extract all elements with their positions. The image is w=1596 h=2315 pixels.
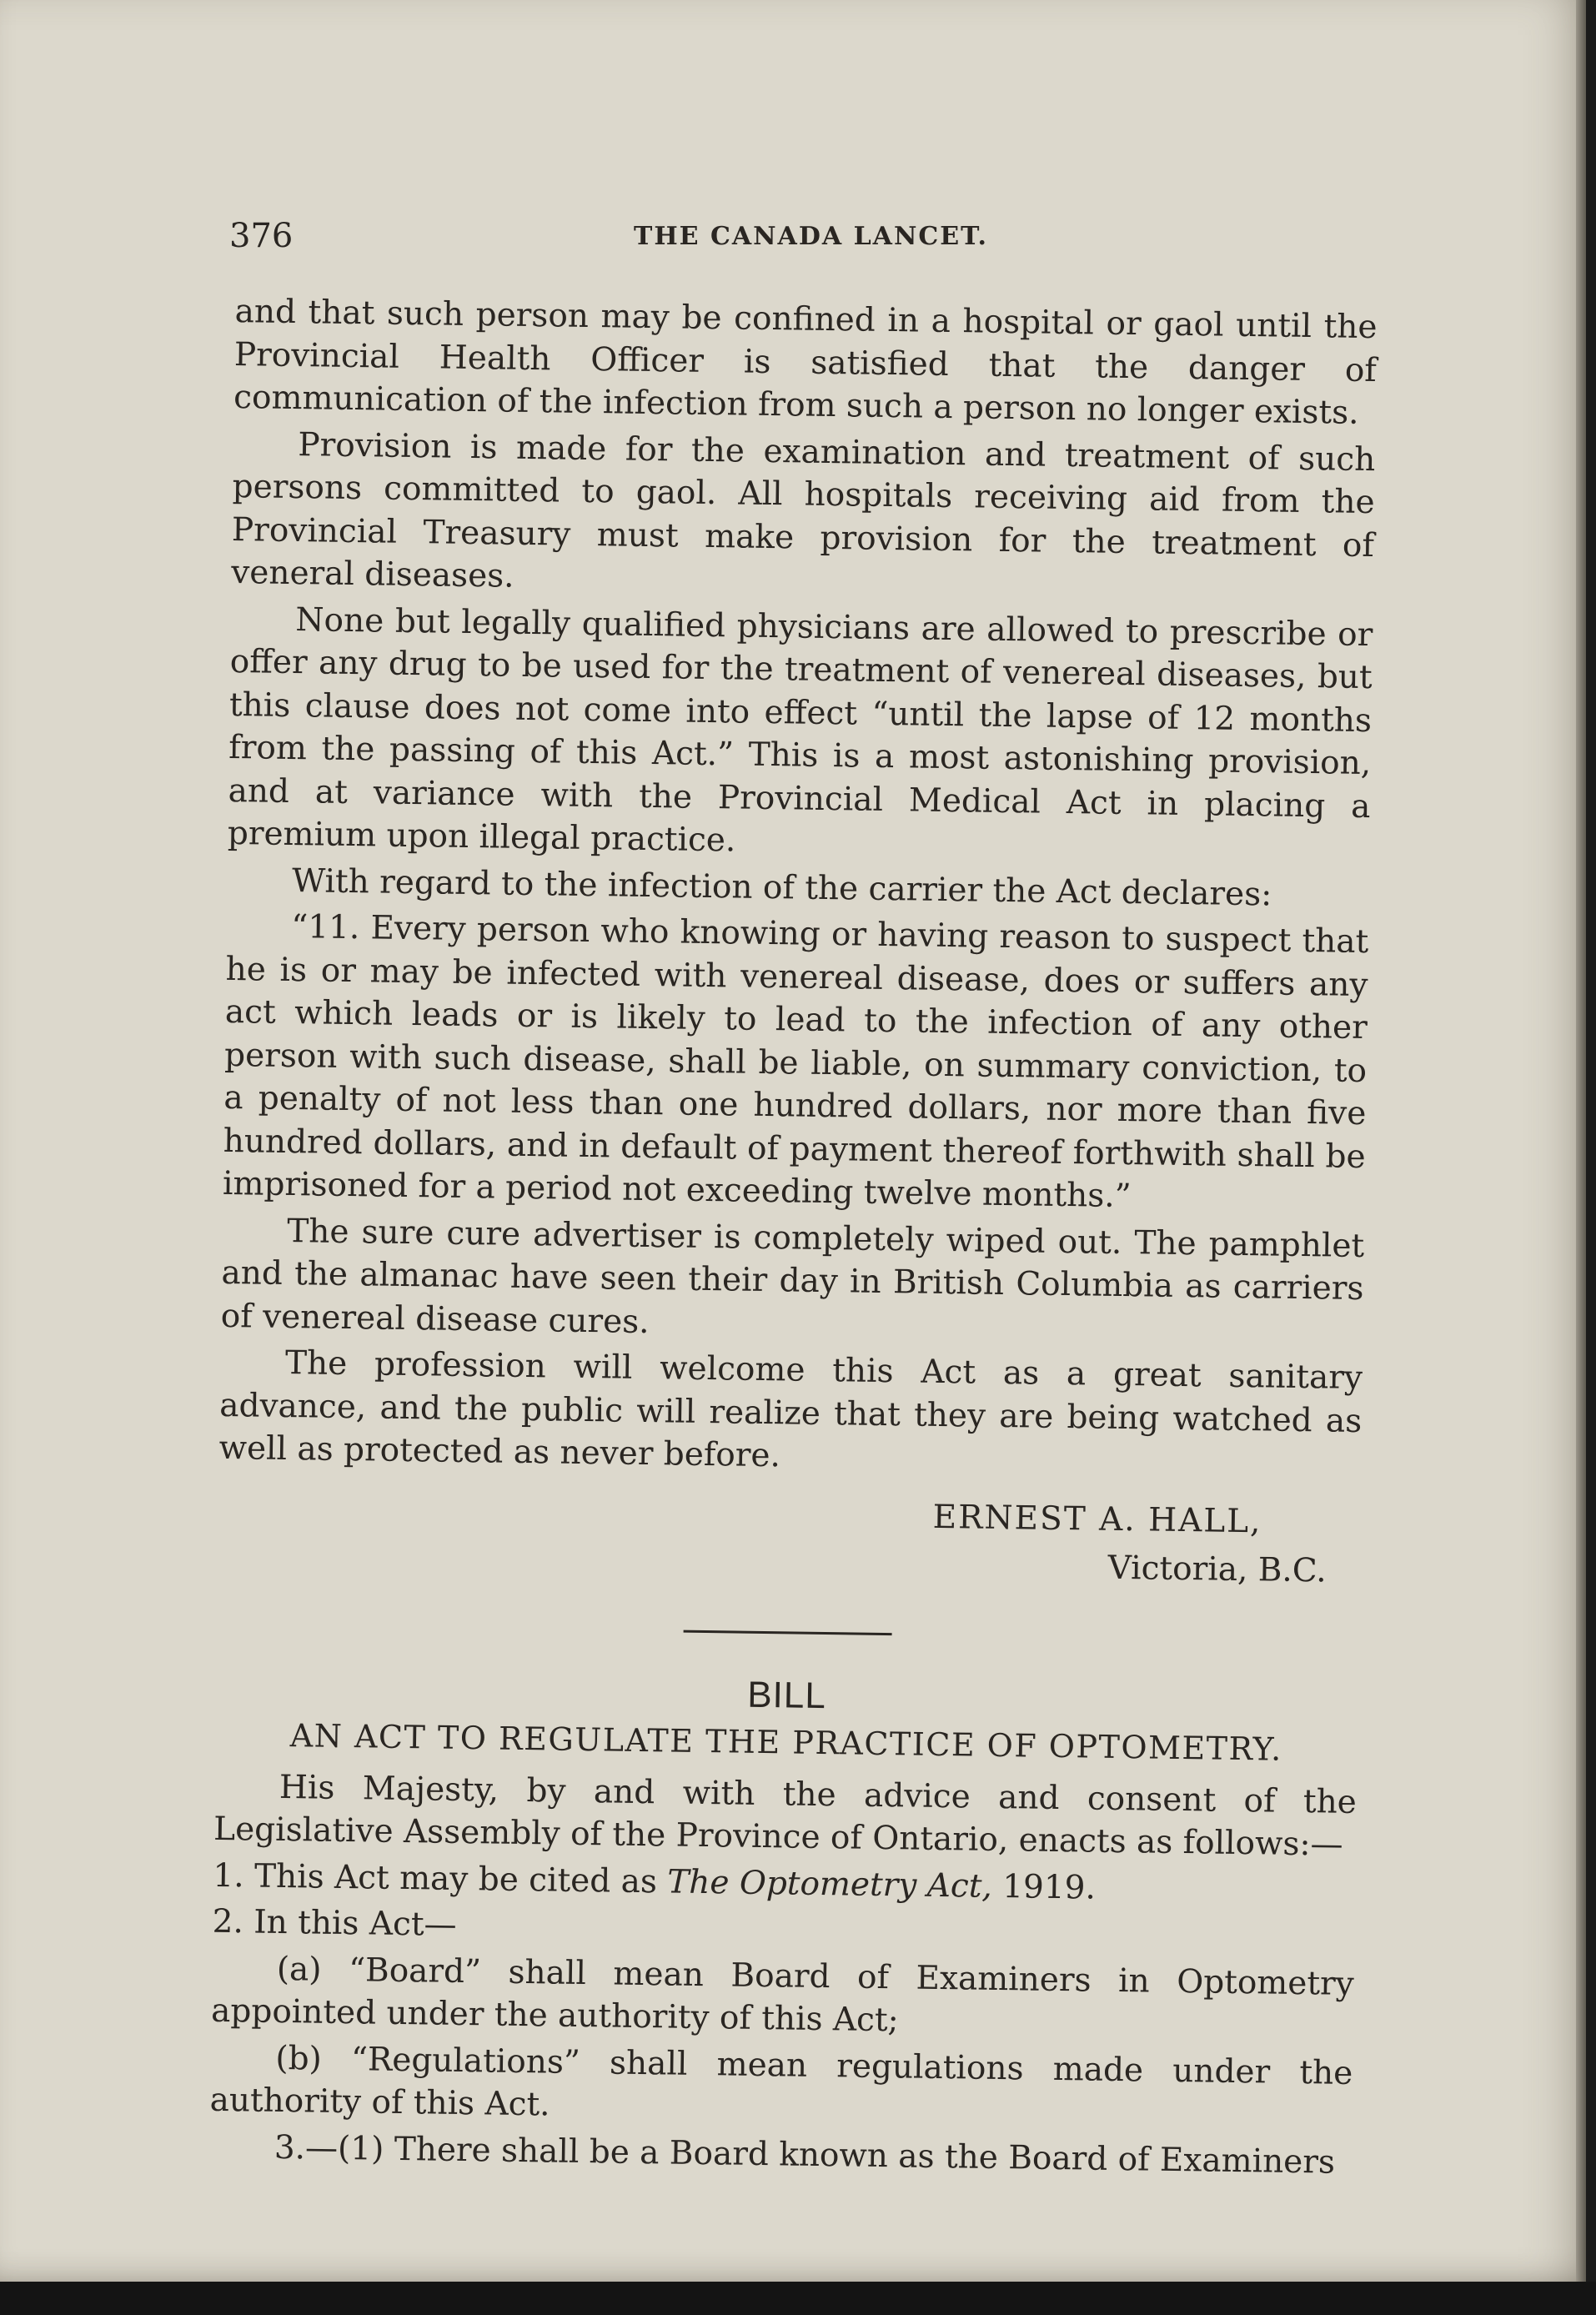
section-1-prefix: 1. This Act may be cited as: [213, 1856, 668, 1901]
journal-title: THE CANADA LANCET.: [634, 222, 989, 251]
section-divider: [684, 1630, 892, 1635]
bill-section-3: 3.—(1) There shall be a Board known as the Board of Examiners: [274, 2128, 1336, 2182]
paragraph: Provision is made for the examination and treatment of such persons committed to gaol. All hospitals receiving aid from the Provincial Treasury must make provision for the treatment of veneral diseases.: [230, 425, 1376, 595]
bill-subtitle: AN ACT TO REGULATE THE PRACTICE OF OPTOMETRY.: [289, 1717, 1283, 1768]
act-title: The Optometry Act,: [666, 1862, 993, 1906]
page-number: 376: [229, 217, 294, 255]
section-1-suffix: 1919.: [991, 1867, 1097, 1907]
bill-title: BILL: [746, 1674, 827, 1716]
author-place: Victoria, B.C.: [1107, 1549, 1327, 1589]
paragraph: The profession will welcome this Act as a great sanitary advance, and the public will realize that they are being watched as well as protected as never before.: [218, 1343, 1363, 1475]
article-body: [209, 290, 1378, 2187]
paragraph: The sure cure advertiser is completely wiped out. The pamphlet and the almanac have seen their day in British Columbia as carriers of venereal disease cures.: [220, 1212, 1365, 1341]
paragraph: With regard to the infection of the carrier the Act declares:: [291, 861, 1272, 913]
paragraph: None but legally qualified physicians are allowed to prescribe or offer any drug to be used for the treatment of venereal diseases, but this clause does not come into effect “until the lapse of 12 months from the passing of this Act.” This is a most astonishing provision, and at variance with the Provincial Medical Act in placing a premium upon illegal practice.: [227, 600, 1373, 860]
page-edge: [1576, 0, 1586, 2282]
enacting-clause: His Majesty, by and with the advice and consent of the Legislative Assembly of the Province of Ontario, enacts as follows:—: [213, 1768, 1358, 1864]
paragraph: and that such person may be confined in a hospital or gaol until the Provincial Health Officer is satisfied that the danger of communication of the infection from such a person no longer exists.: [233, 292, 1378, 432]
signature: [217, 1483, 1327, 1595]
scan-bottom-edge: [0, 2282, 1596, 2315]
bill-section-2a: (a) “Board” shall mean Board of Examiners in Optometry appointed under the authority of this Act;: [210, 1950, 1355, 2040]
author-name: ERNEST A. HALL,: [932, 1498, 1262, 1540]
running-head: [229, 217, 1380, 267]
bill-section-2: 2. In this Act—: [212, 1902, 457, 1944]
quoted-section: “11. Every person who knowing or having reason to suspect that he is or may be infected with venereal disease, does or suffers any act which leads or is likely to lead to the infection of any other person with such disease, shall be liable, on summary conviction, to a penalty of not less than one hundred dollars, nor more than five hundred dollars, and in default of payment thereof forthwith shall be imprisoned for a period not exceeding twelve months.”: [222, 908, 1369, 1216]
bill-section-2b: (b) “Regulations” shall mean regulations made under the authority of this Act.: [209, 2039, 1353, 2124]
